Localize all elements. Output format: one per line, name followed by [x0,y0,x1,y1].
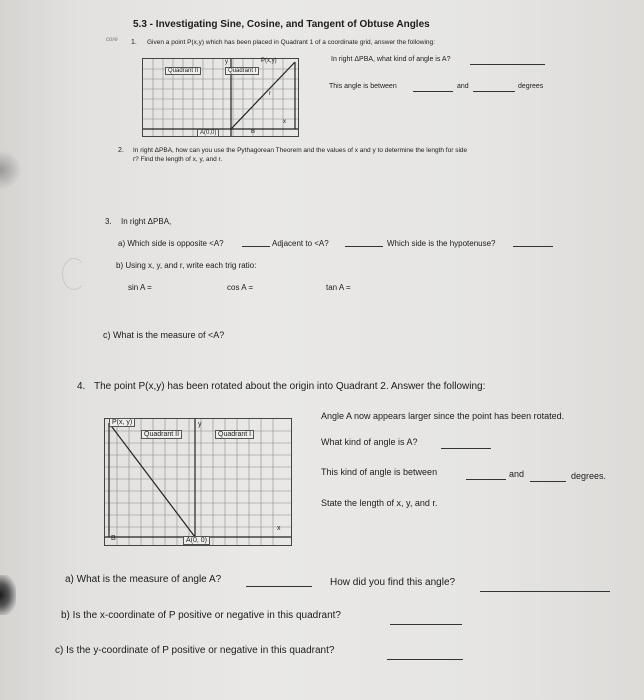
q2-number: 2. [118,147,124,154]
q3-b-prompt: b) Using x, y, and r, write each trig ratio: [116,261,257,270]
q4-larger: Angle A now appears larger since the point has been rotated. [321,411,565,421]
q1-x-label: x [283,119,286,125]
hole-punch [62,258,86,290]
q1-kind-answer-blank[interactable] [470,64,545,65]
q3-a-opposite: a) Which side is opposite <A? [118,239,224,248]
q4-how-find-blank[interactable] [480,591,610,592]
q3-sin: sin A = [128,283,152,292]
q4-c-question: c) Is the y-coordinate of P positive or negative in this quadrant? [55,645,335,656]
q1-degrees: degrees [518,83,544,90]
q1-y-label: y [225,59,228,65]
q4-prompt: The point P(x,y) has been rotated about the origin into Quadrant 2. Answer the following: [94,381,486,392]
q4-b-label: B [111,535,116,542]
q1-r-label: r [269,91,271,97]
q4-number: 4. [77,381,86,392]
q1-quadrant-ii-label: Quadrant II [165,67,201,75]
q4-origin-label: A(0, 0) [183,536,210,545]
q4-between: This kind of angle is between [321,467,438,477]
q4-y-label: y [198,421,202,428]
q2-line1: In right ΔPBA, how can you use the Pythagorean Theorem and the values of x and y to determine the length for side [133,147,468,154]
q4-kind: What kind of angle is A? [321,437,418,447]
q2-line2: r? Find the length of x, y, and r. [133,156,223,163]
q3-cos: cos A = [227,283,254,292]
q4-quadrant-i-label: Quadrant I [215,430,254,439]
q4-a-measure: a) What is the measure of angle A? [65,574,222,585]
q1-kind-prompt: In right ΔPBA, what kind of angle is A? [331,56,451,63]
q4-how-find: How did you find this angle? [330,577,456,588]
q4-and: and [509,469,525,479]
q3-number: 3. [105,217,112,226]
page-title: 5.3 - Investigating Sine, Cosine, and Tangent of Obtuse Angles [133,19,430,30]
q1-prompt: Given a point P(x,y) which has been placed in Quadrant 1 of a coordinate grid, answer the following: [147,39,435,46]
q1-origin-label: A(0,0) [197,129,219,137]
q4-degrees: degrees. [571,471,607,481]
q4-b-blank[interactable] [390,624,462,625]
q1-number: 1. [131,39,137,46]
page-shadow-top [0,150,22,190]
q4-state: State the length of x, y, and r. [321,498,438,508]
q4-a-measure-blank[interactable] [246,586,312,587]
q3-opposite-blank[interactable] [242,246,270,247]
q4-grid-lines [105,419,291,545]
q4-b-question: b) Is the x-coordinate of P positive or negative in this quadrant? [61,610,341,621]
page-shadow-bottom [0,575,16,615]
q3-tan: tan A = [326,283,351,292]
q4-between-low-blank[interactable] [466,479,506,480]
q3-hypotenuse-blank[interactable] [513,246,553,247]
q4-between-high-blank[interactable] [530,481,566,482]
q4-quadrant-ii-label: Quadrant II [141,430,182,439]
q3-heading: In right ΔPBA, [121,217,172,226]
q1-b-label: B [251,129,256,135]
q4-c-blank[interactable] [387,659,463,660]
q1-between-low-blank[interactable] [413,91,453,92]
margin-note: core [106,37,118,43]
q4-coordinate-grid [104,418,292,546]
q3-adjacent-blank[interactable] [345,246,383,247]
q4-kind-blank[interactable] [441,448,491,449]
q1-coordinate-grid [142,58,299,137]
q4-x-label: x [277,525,281,532]
q1-between-prompt: This angle is between [329,83,397,90]
q4-p-label: P(x, y) [109,418,135,427]
q3-c-prompt: c) What is the measure of <A? [103,330,225,340]
q3-a-adjacent: Adjacent to <A? [272,239,329,248]
q1-quadrant-i-label: Quadrant I [225,67,259,75]
q1-and: and [457,83,469,90]
q1-p-label: P(x,y) [261,58,277,64]
q3-a-hypotenuse: Which side is the hypotenuse? [387,239,496,248]
q1-between-high-blank[interactable] [473,91,515,92]
